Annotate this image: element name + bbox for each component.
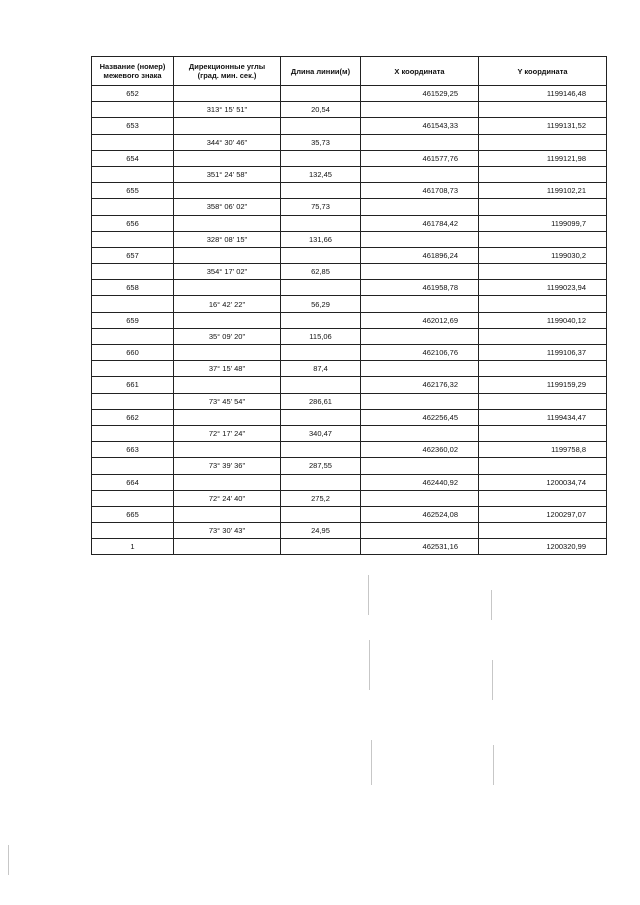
direction-angle-cell: 358° 06' 02" [174, 199, 281, 215]
y-coordinate-cell: 1199131,52 [479, 118, 607, 134]
direction-angle-cell [174, 247, 281, 263]
line-length-cell [281, 345, 361, 361]
direction-angle-cell: 16° 42' 22" [174, 296, 281, 312]
direction-angle-cell [174, 150, 281, 166]
marker-name-cell: 664 [92, 474, 174, 490]
segment-row [92, 425, 607, 441]
marker-point-row [92, 409, 607, 425]
marker-name-cell: 661 [92, 377, 174, 393]
x-coordinate-cell [361, 264, 479, 280]
direction-angle-cell: 73° 45' 54" [174, 393, 281, 409]
direction-angle-cell [174, 280, 281, 296]
header-marker-name [92, 57, 174, 86]
x-coordinate-cell: 462440,92 [361, 474, 479, 490]
line-length-cell [281, 442, 361, 458]
marker-name-cell: 663 [92, 442, 174, 458]
marker-name-cell [92, 458, 174, 474]
marker-name-cell [92, 134, 174, 150]
y-coordinate-cell: 1199030,2 [479, 247, 607, 263]
table-header-row [92, 57, 607, 86]
y-coordinate-cell: 1200320,99 [479, 539, 607, 555]
marker-point-row [92, 86, 607, 102]
y-coordinate-cell [479, 393, 607, 409]
line-length-cell [281, 280, 361, 296]
y-coordinate-cell: 1199159,29 [479, 377, 607, 393]
header-direction-angles-line2: (град. мин. сек.) [197, 71, 257, 80]
y-coordinate-cell: 1200297,07 [479, 506, 607, 522]
marker-name-cell [92, 361, 174, 377]
segment-row [92, 458, 607, 474]
x-coordinate-cell [361, 393, 479, 409]
marker-name-cell: 660 [92, 345, 174, 361]
y-coordinate-cell: 1199102,21 [479, 183, 607, 199]
marker-name-cell [92, 296, 174, 312]
line-length-cell [281, 215, 361, 231]
y-coordinate-cell [479, 361, 607, 377]
direction-angle-cell: 328° 08' 15" [174, 231, 281, 247]
x-coordinate-cell [361, 458, 479, 474]
x-coordinate-cell [361, 166, 479, 182]
x-coordinate-cell: 462256,45 [361, 409, 479, 425]
y-coordinate-cell: 1199434,47 [479, 409, 607, 425]
marker-name-cell [92, 425, 174, 441]
direction-angle-cell: 73° 39' 36" [174, 458, 281, 474]
marker-name-cell: 1 [92, 539, 174, 555]
y-coordinate-cell: 1199099,7 [479, 215, 607, 231]
line-length-cell [281, 86, 361, 102]
line-length-cell [281, 150, 361, 166]
segment-row [92, 166, 607, 182]
segment-row [92, 393, 607, 409]
direction-angle-cell [174, 86, 281, 102]
direction-angle-cell [174, 345, 281, 361]
marker-name-cell: 654 [92, 150, 174, 166]
marker-point-row [92, 506, 607, 522]
marker-point-row [92, 150, 607, 166]
marker-point-row [92, 345, 607, 361]
line-length-cell [281, 377, 361, 393]
x-coordinate-cell: 462106,76 [361, 345, 479, 361]
x-coordinate-cell [361, 361, 479, 377]
scan-artifact [491, 590, 492, 620]
direction-angle-cell: 72° 24' 40" [174, 490, 281, 506]
direction-angle-cell: 354° 17' 02" [174, 264, 281, 280]
direction-angle-cell [174, 312, 281, 328]
y-coordinate-cell: 1199040,12 [479, 312, 607, 328]
direction-angle-cell: 73° 30' 43" [174, 523, 281, 539]
line-length-cell: 62,85 [281, 264, 361, 280]
x-coordinate-cell: 461784,42 [361, 215, 479, 231]
marker-point-row [92, 377, 607, 393]
x-coordinate-cell [361, 231, 479, 247]
direction-angle-cell: 313° 15' 51" [174, 102, 281, 118]
y-coordinate-cell [479, 231, 607, 247]
line-length-cell: 286,61 [281, 393, 361, 409]
x-coordinate-cell: 462012,69 [361, 312, 479, 328]
x-coordinate-cell [361, 102, 479, 118]
direction-angle-cell [174, 506, 281, 522]
segment-row [92, 102, 607, 118]
header-y-coordinate: Y координата [479, 57, 607, 86]
x-coordinate-cell: 462360,02 [361, 442, 479, 458]
scan-artifact [492, 660, 493, 700]
line-length-cell: 287,55 [281, 458, 361, 474]
y-coordinate-cell [479, 199, 607, 215]
y-coordinate-cell [479, 490, 607, 506]
header-direction-angles-line1: Дирекционные углы [188, 62, 266, 71]
x-coordinate-cell [361, 328, 479, 344]
marker-point-row [92, 183, 607, 199]
direction-angle-cell: 344° 30' 46" [174, 134, 281, 150]
y-coordinate-cell [479, 425, 607, 441]
x-coordinate-cell: 461529,25 [361, 86, 479, 102]
marker-point-row [92, 280, 607, 296]
direction-angle-cell: 351° 24' 58" [174, 166, 281, 182]
line-length-cell: 115,06 [281, 328, 361, 344]
marker-point-row [92, 215, 607, 231]
line-length-cell: 87,4 [281, 361, 361, 377]
marker-point-row [92, 118, 607, 134]
segment-row [92, 296, 607, 312]
line-length-cell: 131,66 [281, 231, 361, 247]
direction-angle-cell [174, 442, 281, 458]
y-coordinate-cell: 1200034,74 [479, 474, 607, 490]
y-coordinate-cell [479, 166, 607, 182]
scan-artifact [371, 740, 372, 785]
segment-row [92, 199, 607, 215]
direction-angle-cell [174, 215, 281, 231]
segment-row [92, 264, 607, 280]
x-coordinate-cell [361, 425, 479, 441]
marker-name-cell: 657 [92, 247, 174, 263]
direction-angle-cell: 35° 09' 20" [174, 328, 281, 344]
y-coordinate-cell [479, 296, 607, 312]
marker-name-cell: 652 [92, 86, 174, 102]
marker-name-cell: 656 [92, 215, 174, 231]
marker-name-cell [92, 231, 174, 247]
x-coordinate-cell: 462524,08 [361, 506, 479, 522]
line-length-cell: 20,54 [281, 102, 361, 118]
boundary-coordinates-table [91, 56, 607, 555]
x-coordinate-cell: 462531,16 [361, 539, 479, 555]
segment-row [92, 134, 607, 150]
x-coordinate-cell [361, 490, 479, 506]
line-length-cell: 56,29 [281, 296, 361, 312]
segment-row [92, 490, 607, 506]
header-marker-name-line1: Название (номер) [99, 62, 166, 71]
line-length-cell: 132,45 [281, 166, 361, 182]
segment-row [92, 231, 607, 247]
x-coordinate-cell: 461958,78 [361, 280, 479, 296]
direction-angle-cell [174, 183, 281, 199]
line-length-cell: 24,95 [281, 523, 361, 539]
y-coordinate-cell [479, 523, 607, 539]
direction-angle-cell [174, 118, 281, 134]
line-length-cell: 275,2 [281, 490, 361, 506]
y-coordinate-cell [479, 328, 607, 344]
y-coordinate-cell: 1199106,37 [479, 345, 607, 361]
marker-name-cell [92, 393, 174, 409]
header-direction-angles [174, 57, 281, 86]
line-length-cell [281, 247, 361, 263]
direction-angle-cell [174, 409, 281, 425]
y-coordinate-cell: 1199758,8 [479, 442, 607, 458]
x-coordinate-cell [361, 134, 479, 150]
header-x-coordinate: Х координата [361, 57, 479, 86]
marker-name-cell: 659 [92, 312, 174, 328]
marker-point-row [92, 539, 607, 555]
direction-angle-cell [174, 474, 281, 490]
y-coordinate-cell [479, 134, 607, 150]
scan-artifact [368, 575, 369, 615]
marker-name-cell: 665 [92, 506, 174, 522]
y-coordinate-cell [479, 264, 607, 280]
scan-artifact [8, 845, 9, 875]
direction-angle-cell [174, 377, 281, 393]
line-length-cell [281, 118, 361, 134]
marker-name-cell: 662 [92, 409, 174, 425]
x-coordinate-cell: 462176,32 [361, 377, 479, 393]
y-coordinate-cell: 1199146,48 [479, 86, 607, 102]
x-coordinate-cell [361, 296, 479, 312]
scan-artifact [369, 640, 370, 690]
line-length-cell: 35,73 [281, 134, 361, 150]
direction-angle-cell: 72° 17' 24" [174, 425, 281, 441]
y-coordinate-cell: 1199121,98 [479, 150, 607, 166]
x-coordinate-cell [361, 199, 479, 215]
line-length-cell [281, 409, 361, 425]
y-coordinate-cell: 1199023,94 [479, 280, 607, 296]
marker-point-row [92, 474, 607, 490]
line-length-cell [281, 474, 361, 490]
x-coordinate-cell: 461896,24 [361, 247, 479, 263]
line-length-cell: 75,73 [281, 199, 361, 215]
marker-point-row [92, 247, 607, 263]
direction-angle-cell: 37° 15' 48" [174, 361, 281, 377]
marker-point-row [92, 442, 607, 458]
x-coordinate-cell: 461543,33 [361, 118, 479, 134]
segment-row [92, 523, 607, 539]
marker-name-cell [92, 490, 174, 506]
segment-row [92, 361, 607, 377]
marker-name-cell [92, 264, 174, 280]
line-length-cell [281, 506, 361, 522]
marker-name-cell: 655 [92, 183, 174, 199]
line-length-cell [281, 539, 361, 555]
line-length-cell [281, 183, 361, 199]
marker-name-cell [92, 166, 174, 182]
segment-row [92, 328, 607, 344]
marker-name-cell: 653 [92, 118, 174, 134]
marker-point-row [92, 312, 607, 328]
marker-name-cell: 658 [92, 280, 174, 296]
scan-artifact [493, 745, 494, 785]
x-coordinate-cell: 461577,76 [361, 150, 479, 166]
y-coordinate-cell [479, 102, 607, 118]
header-marker-name-line2: межевого знака [103, 71, 162, 80]
direction-angle-cell [174, 539, 281, 555]
x-coordinate-cell: 461708,73 [361, 183, 479, 199]
table-body [92, 86, 607, 555]
marker-name-cell [92, 199, 174, 215]
marker-name-cell [92, 523, 174, 539]
x-coordinate-cell [361, 523, 479, 539]
line-length-cell [281, 312, 361, 328]
marker-name-cell [92, 102, 174, 118]
header-line-length: Длина линии(м) [281, 57, 361, 86]
marker-name-cell [92, 328, 174, 344]
line-length-cell: 340,47 [281, 425, 361, 441]
y-coordinate-cell [479, 458, 607, 474]
